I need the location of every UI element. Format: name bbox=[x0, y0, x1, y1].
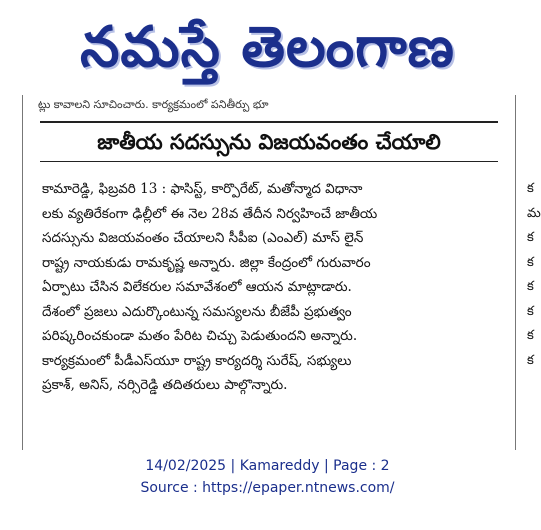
article-line: కార్యక్రమంలో పీడీఎస్‌యూ రాష్ట్ర కార్యదర్శి సురేష్, సభ్యులు bbox=[42, 352, 352, 369]
article-line: ఏర్పాటు చేసిన విలేకరుల సమావేశంలో ఆయన మాట్లాడారు. bbox=[42, 279, 352, 295]
adjacent-glyph: క bbox=[527, 230, 534, 245]
article-line: కామారెడ్డి, ఫిబ్రవరి 13 : ఫాసిస్ట్, కార్పొరేట్, మతోన్మాద విధానా bbox=[42, 181, 363, 197]
adjacent-glyph: క bbox=[527, 303, 534, 319]
article-line: దేశంలో ప్రజలు ఎదుర్కొంటున్న సమస్యలను బీజేపీ ప్రభుత్వం bbox=[42, 303, 352, 320]
source-url: Source : https://epaper.ntnews.com/ bbox=[140, 480, 395, 496]
column-divider-right bbox=[515, 95, 516, 450]
article-line: పరిష్కరించకుండా మతం పేరిట చిచ్చు పెడుతుందని అన్నారు. bbox=[42, 328, 358, 344]
adjacent-glyph: క bbox=[527, 279, 534, 294]
source-footer bbox=[0, 455, 535, 499]
article-headline: జాతీయ సదస్సును విజయవంతం చేయాలి bbox=[97, 129, 441, 154]
newspaper-logo: నమస్తే తెలంగాణ bbox=[80, 14, 455, 80]
adjacent-glyph: మ bbox=[527, 205, 541, 221]
headline-box bbox=[40, 121, 498, 162]
article-line: సదస్సును విజయవంతం చేయాలని సీపీఐ (ఎంఎల్) మాస్ లైన్ bbox=[42, 230, 364, 246]
edition-info: 14/02/2025 | Kamareddy | Page : 2 bbox=[145, 458, 390, 474]
adjacent-glyph: క bbox=[527, 254, 534, 270]
cut-off-text: ట్లు కావాలని సూచించారు. కార్యక్రమంలో పనితీర్పు భూ bbox=[38, 98, 269, 111]
adjacent-glyph: క bbox=[527, 181, 534, 196]
article-line: ప్రకాశ్, అనిస్, నర్సిరెడ్డి తదితరులు పాల్గొన్నారు. bbox=[42, 377, 288, 393]
article-line: లకు వ్యతిరేకంగా ఢిల్లీలో ఈ నెల 28వ తేదీన నిర్వహించే జాతీయ bbox=[42, 205, 378, 222]
article-line: రాష్ట్ర నాయకుడు రామకృష్ణ అన్నారు. జిల్లా కేంద్రంలో గురువారం bbox=[42, 254, 371, 271]
adjacent-column-fragment bbox=[527, 177, 541, 373]
adjacent-glyph: క bbox=[527, 328, 534, 343]
article-body bbox=[42, 177, 494, 398]
article-clipping bbox=[22, 95, 541, 450]
column-divider-left bbox=[22, 95, 23, 450]
adjacent-glyph: క bbox=[527, 352, 534, 368]
masthead bbox=[0, 0, 535, 95]
